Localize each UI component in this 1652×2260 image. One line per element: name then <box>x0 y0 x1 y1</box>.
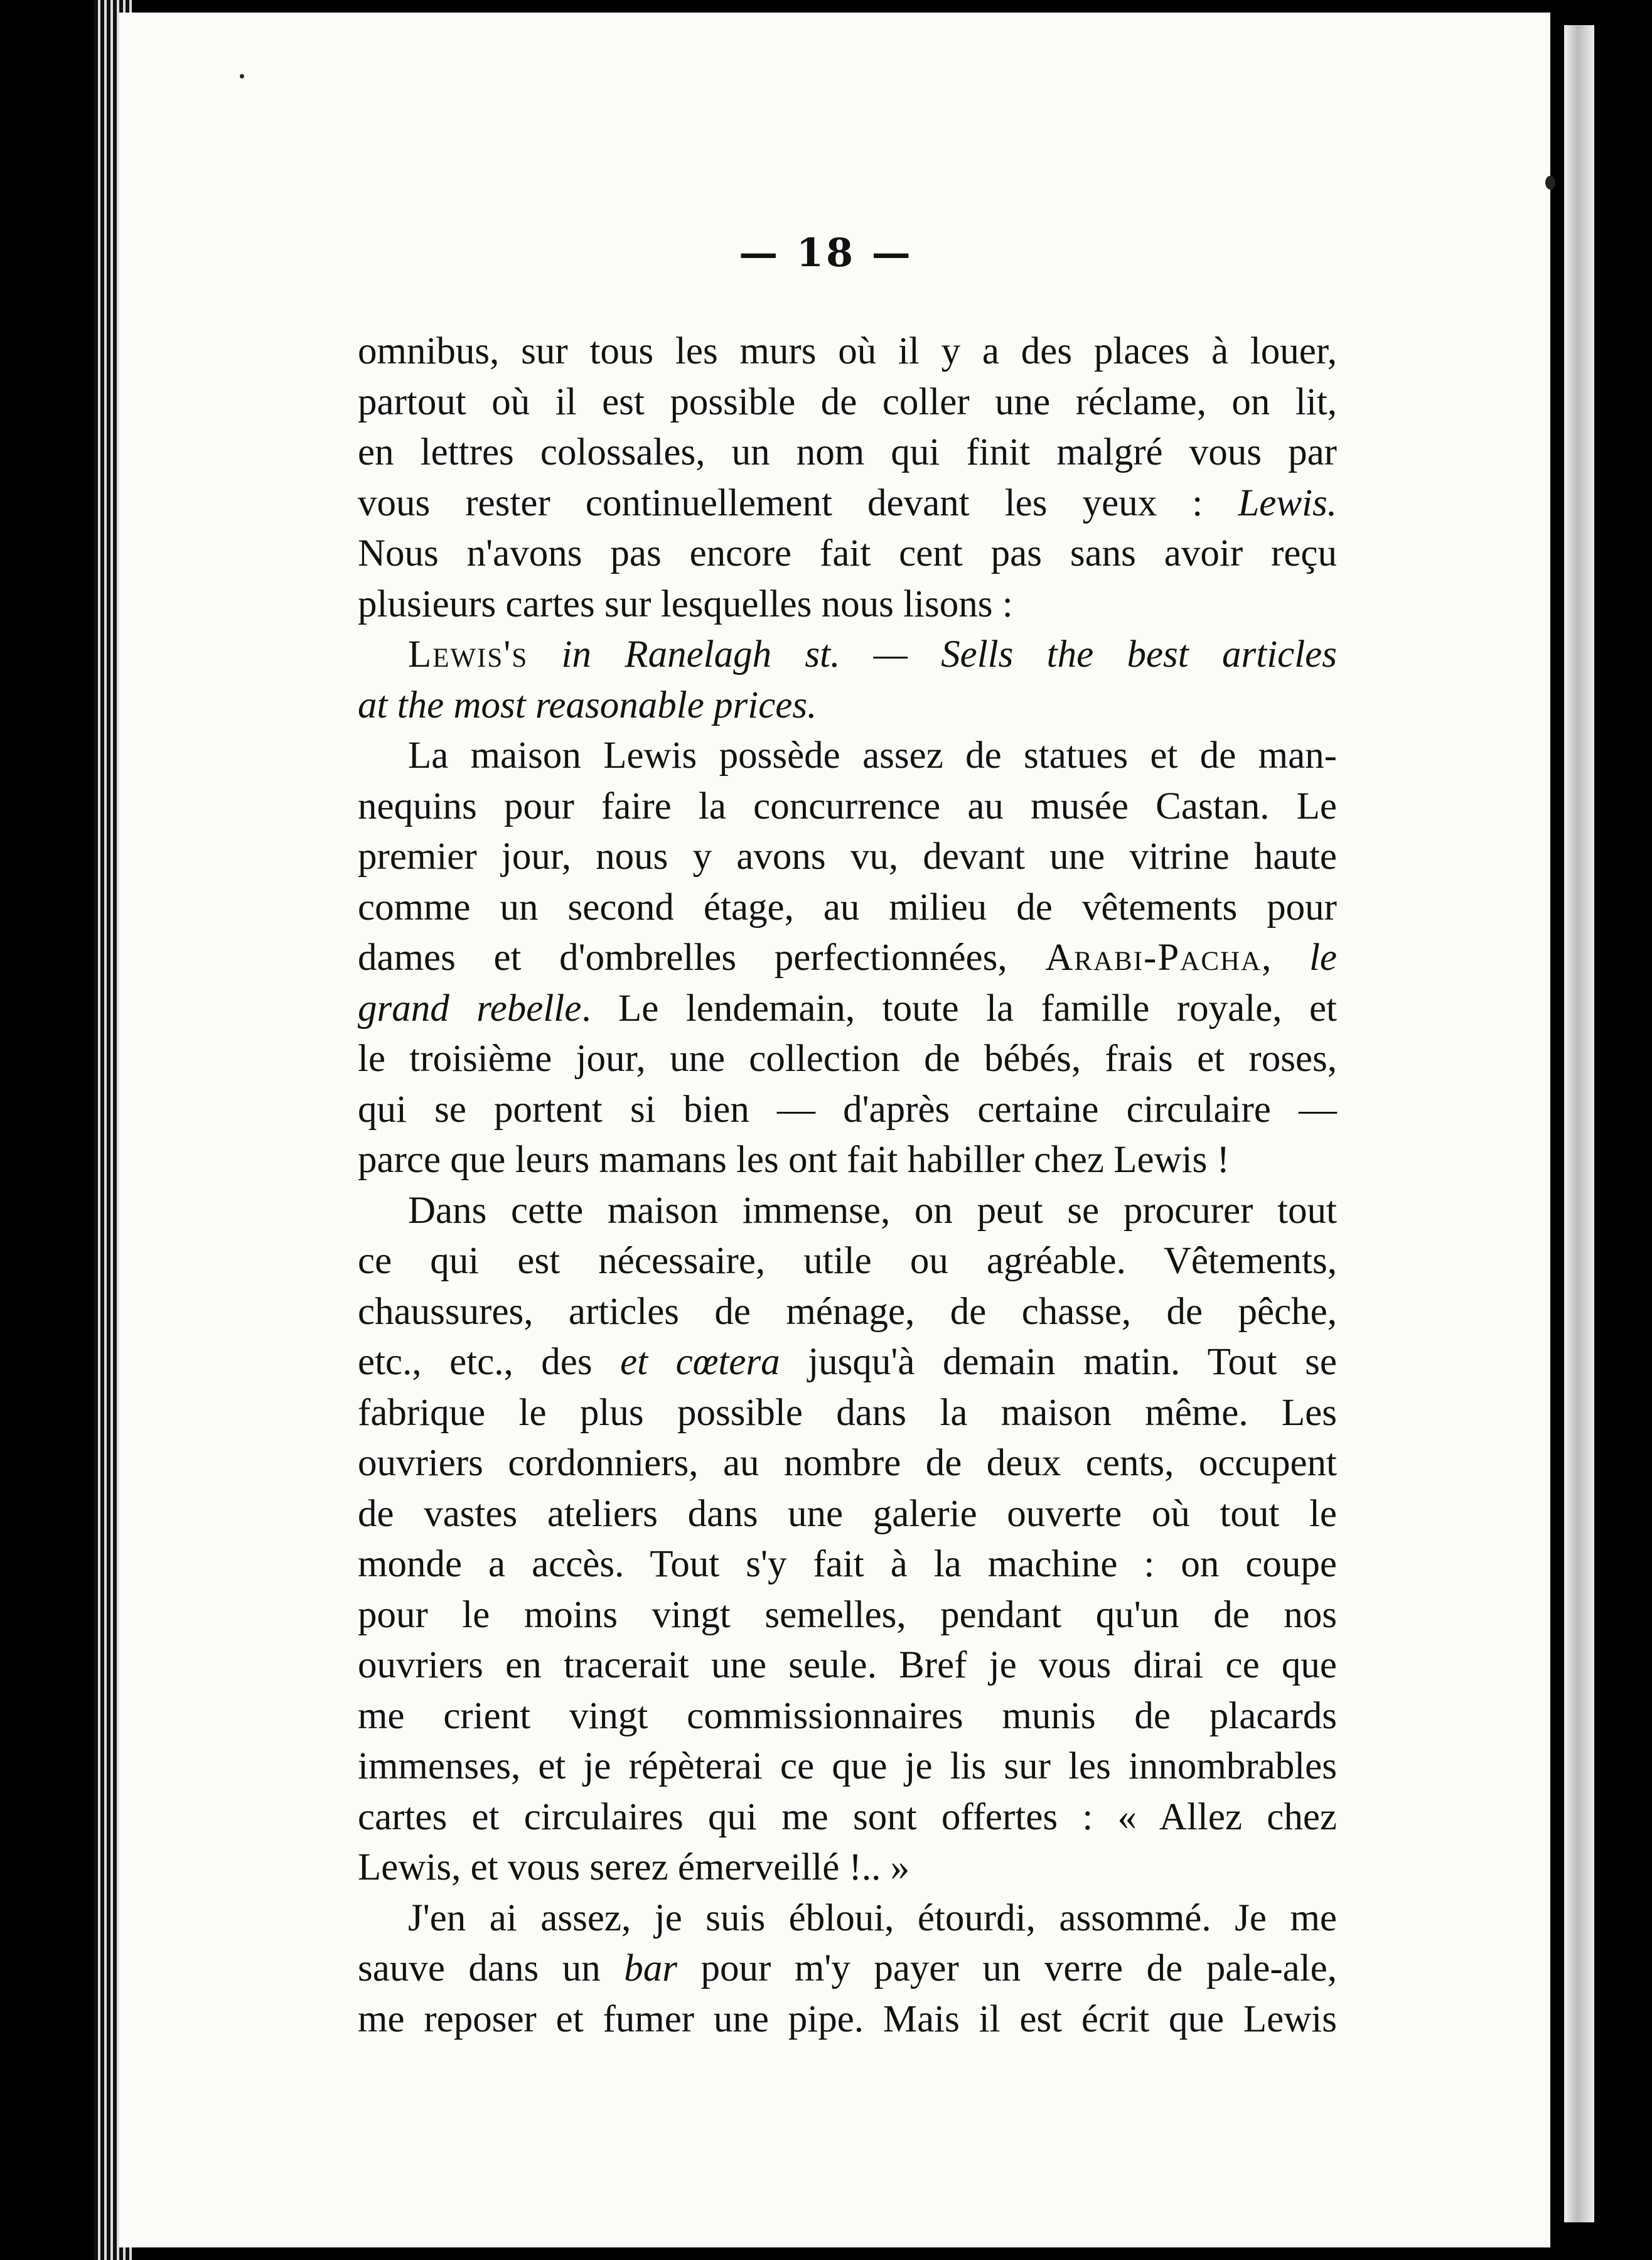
text-line <box>358 1640 1337 1691</box>
text-run: omnibus, sur tous les murs où il y a des places à louer, <box>358 330 1337 372</box>
text-run: at the most reasonable prices. <box>358 684 817 726</box>
text-run: chaussures, articles de ménage, de chasse, de pêche, <box>358 1290 1337 1333</box>
text-line <box>358 1337 1337 1388</box>
text-line <box>358 1944 1337 1994</box>
text-line <box>358 1135 1337 1186</box>
text-line <box>358 1539 1337 1590</box>
text-run: le troisième jour, une collection de bébés, frais et roses, <box>358 1038 1337 1080</box>
text-run: premier jour, nous y avons vu, devant une vitrine haute <box>358 836 1337 878</box>
speck-mark <box>1545 176 1555 190</box>
text-run: sauve dans un <box>358 1947 625 1989</box>
text-run: , <box>1262 937 1309 979</box>
text-run: Arabi-Pacha <box>1045 937 1262 979</box>
text-run: pour m'y payer un verre de pale-ale, <box>677 1947 1338 1989</box>
page-number: — 18 — <box>739 230 913 276</box>
text-run: Nous n'avons pas encore fait cent pas sans avoir reçu <box>358 532 1337 574</box>
text-run: Lewis, et vous serez émerveillé !.. » <box>358 1846 910 1888</box>
text-line <box>358 984 1337 1035</box>
text-line <box>358 1186 1337 1237</box>
text-run: dames et d'ombrelles perfectionnées, <box>358 937 1046 979</box>
text-line <box>358 832 1337 883</box>
text-run: qui se portent si bien — d'après certaine circulaire — <box>358 1088 1337 1131</box>
text-line <box>358 1388 1337 1439</box>
text-run: pour le moins vingt semelles, pendant qu'un de nos <box>358 1593 1337 1636</box>
text-line <box>358 883 1337 934</box>
text-run: in Ranelagh st. — Sells the best articles <box>528 633 1337 675</box>
text-run: ouvriers en tracerait une seule. Bref je vous dirai ce que <box>358 1644 1337 1686</box>
text-run: en lettres colossales, un nom qui finit malgré vous par <box>358 431 1337 473</box>
text-run: vous rester continuellement devant les yeux : <box>358 482 1238 524</box>
text-line <box>358 1287 1337 1338</box>
text-run: me crient vingt commissionnaires munis de placards <box>358 1694 1337 1737</box>
text-line <box>358 377 1337 428</box>
text-run: Lewis. <box>1238 482 1337 524</box>
text-run: jusqu'à demain matin. Tout se <box>780 1341 1337 1383</box>
text-line <box>358 1792 1337 1843</box>
text-line <box>358 1438 1337 1489</box>
text-run: monde a accès. Tout s'y fait à la machine : on coupe <box>358 1543 1337 1585</box>
text-line <box>358 1489 1337 1540</box>
text-run: ouvriers cordonniers, au nombre de deux cents, occupent <box>358 1442 1337 1484</box>
text-line <box>358 1691 1337 1742</box>
text-run: parce que leurs mamans les ont fait habiller chez Lewis ! <box>358 1139 1230 1181</box>
text-run: de vastes ateliers dans une galerie ouverte où tout le <box>358 1492 1337 1535</box>
text-run: Lewis's <box>408 633 528 675</box>
text-run: grand rebelle <box>358 987 582 1030</box>
text-line <box>358 681 1337 731</box>
text-line <box>358 630 1337 681</box>
text-run: fabrique le plus possible dans la maison même. Les <box>358 1391 1337 1434</box>
text-line <box>358 1034 1337 1085</box>
text-line <box>358 1741 1337 1792</box>
text-line <box>358 782 1337 832</box>
text-run: J'en ai assez, je suis ébloui, étourdi, assommé. Je me <box>408 1897 1337 1939</box>
text-line <box>358 1994 1337 2045</box>
text-line <box>358 579 1337 630</box>
text-line <box>358 1085 1337 1136</box>
text-line <box>358 326 1337 377</box>
text-line <box>358 1590 1337 1641</box>
text-line <box>358 478 1337 529</box>
text-run: me reposer et fumer une pipe. Mais il est écrit que Lewis <box>358 1998 1337 2040</box>
text-run: La maison Lewis possède assez de statues et de man- <box>408 734 1337 777</box>
text-run: comme un second étage, au milieu de vêtements pour <box>358 886 1337 928</box>
text-line <box>358 428 1337 478</box>
text-run: etc., etc., des <box>358 1341 621 1383</box>
text-run: Dans cette maison immense, on peut se procurer tout <box>408 1189 1337 1232</box>
text-run: immenses, et je répèterai ce que je lis sur les innombrables <box>358 1745 1337 1787</box>
text-run: nequins pour faire la concurrence au musée Castan. Le <box>358 785 1337 827</box>
text-run: le <box>1309 937 1338 979</box>
text-run: . Le lendemain, toute la famille royale, et <box>581 987 1337 1030</box>
text-line <box>358 1236 1337 1287</box>
text-line <box>358 1843 1337 1893</box>
body-text <box>358 326 1337 2045</box>
text-run: et cœtera <box>620 1341 780 1383</box>
text-run: plusieurs cartes sur lesquelles nous lisons : <box>358 583 1013 625</box>
text-line <box>358 1893 1337 1944</box>
text-run: partout où il est possible de coller une réclame, on lit, <box>358 380 1337 423</box>
speck-mark <box>240 74 244 78</box>
text-line <box>358 731 1337 782</box>
text-line <box>358 933 1337 984</box>
text-run: ce qui est nécessaire, utile ou agréable. Vêtements, <box>358 1240 1337 1282</box>
text-line <box>358 529 1337 579</box>
text-run: bar <box>624 1947 678 1989</box>
binding-strip <box>1564 25 1594 2222</box>
text-run: cartes et circulaires qui me sont offertes : « Allez chez <box>358 1795 1337 1838</box>
